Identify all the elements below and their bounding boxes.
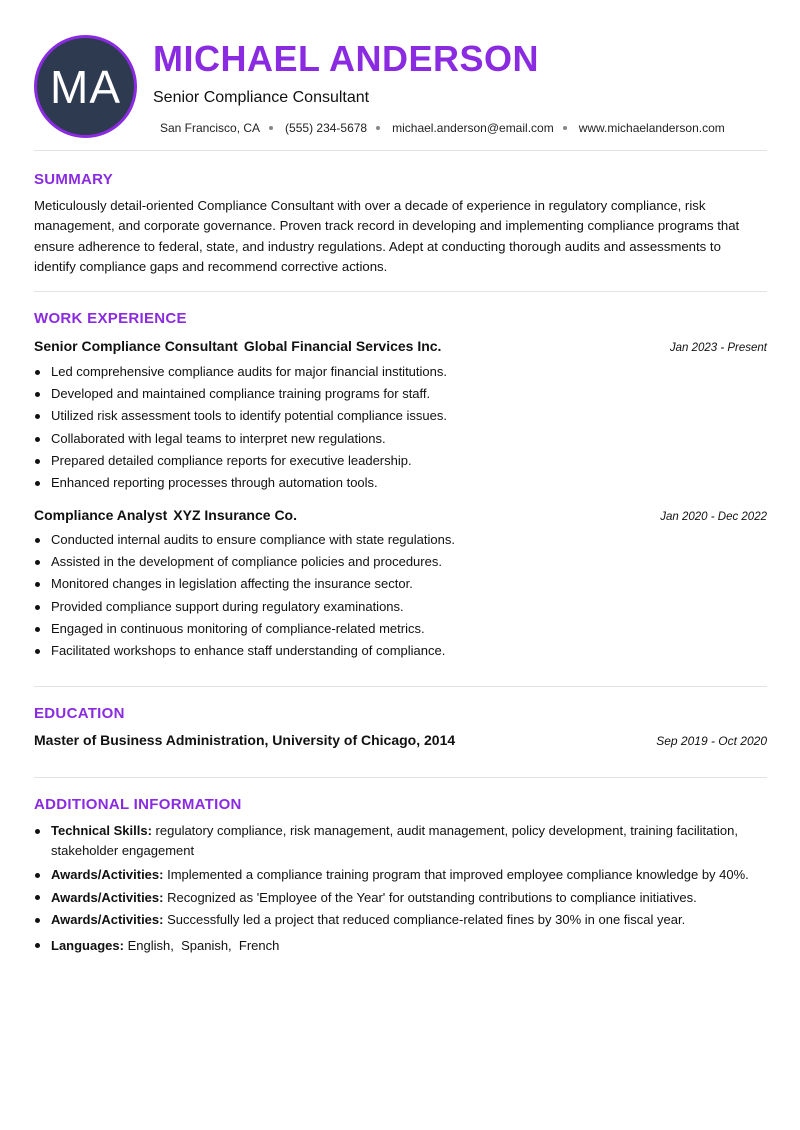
divider xyxy=(34,777,767,778)
additional-heading: ADDITIONAL INFORMATION xyxy=(34,796,242,813)
list-item xyxy=(51,821,771,860)
job-title-line xyxy=(34,507,297,523)
language: French xyxy=(238,937,280,953)
language: Spanish, xyxy=(181,937,232,953)
list-item: Enhanced reporting processes through automation tools. xyxy=(51,472,447,494)
experience-heading: WORK EXPERIENCE xyxy=(34,310,187,327)
candidate-title: Senior Compliance Consultant xyxy=(153,89,370,106)
job-role: Compliance Analyst xyxy=(34,507,168,523)
education-degree: Master of Business Administration, University of Chicago, 2014 xyxy=(34,732,456,748)
education-dates: Sep 2019 - Oct 2020 xyxy=(656,734,767,748)
list-item xyxy=(51,936,771,956)
list-item: Conducted internal audits to ensure compliance with state regulations. xyxy=(51,529,455,551)
divider xyxy=(34,150,767,151)
contact-website[interactable]: www.michaelanderson.com xyxy=(578,121,725,135)
list-item: Monitored changes in legislation affecting the insurance sector. xyxy=(51,573,455,595)
item-text: Implemented a compliance training program that improved employee compliance knowledge by 40%. xyxy=(167,867,749,882)
job-role: Senior Compliance Consultant xyxy=(34,338,238,354)
additional-list xyxy=(51,821,771,955)
job-header xyxy=(34,338,767,354)
item-label: Awards/Activities: xyxy=(51,912,164,927)
list-item: Utilized risk assessment tools to identify potential compliance issues. xyxy=(51,405,447,427)
contact-email[interactable]: michael.anderson@email.com xyxy=(392,121,554,135)
divider xyxy=(34,291,767,292)
list-item: Engaged in continuous monitoring of compliance-related metrics. xyxy=(51,618,455,640)
item-label: Awards/Activities: xyxy=(51,889,164,905)
summary-text: Meticulously detail-oriented Compliance Consultant with over a decade of experience in regulatory compliance, risk management, and corporate governance. Proven track record in developing and implementing compliance programs that ensure adherence to federal, state, and industry regulations. Adept at conducting thorough audits and assessments to identify compliance gaps and recommend corrective actions. xyxy=(34,198,740,274)
list-item xyxy=(51,888,771,908)
separator-dot xyxy=(269,126,273,130)
contact-location: San Francisco, CA xyxy=(160,121,261,135)
job-dates: Jan 2020 - Dec 2022 xyxy=(660,511,767,523)
separator-dot xyxy=(376,126,380,130)
job-bullets xyxy=(51,361,447,494)
list-item xyxy=(51,910,771,930)
list-item: Led comprehensive compliance audits for major financial institutions. xyxy=(51,361,447,383)
list-item xyxy=(51,865,771,885)
summary-heading: SUMMARY xyxy=(34,171,114,188)
candidate-name: MICHAEL ANDERSON xyxy=(153,38,540,79)
list-item: Assisted in the development of compliance policies and procedures. xyxy=(51,551,455,573)
education-heading: EDUCATION xyxy=(34,705,125,722)
divider xyxy=(34,686,767,687)
job-dates: Jan 2023 - Present xyxy=(669,342,767,354)
item-text: Successfully led a project that reduced compliance-related fines by 30% in one fiscal year. xyxy=(167,912,686,927)
contact-phone: (555) 234-5678 xyxy=(285,121,368,135)
item-text: regulatory compliance, risk management, audit management, policy development, training facilitation, stakeholder engagement xyxy=(51,823,738,858)
list-item: Developed and maintained compliance training programs for staff. xyxy=(51,383,447,405)
list-item: Prepared detailed compliance reports for executive leadership. xyxy=(51,450,447,472)
avatar xyxy=(34,35,137,138)
item-label: Languages: xyxy=(51,937,124,953)
item-label: Awards/Activities: xyxy=(51,867,164,882)
separator-dot xyxy=(563,126,567,130)
item-text: Recognized as 'Employee of the Year' for outstanding contributions to compliance initiatives. xyxy=(167,889,697,905)
contact-bar xyxy=(160,121,725,135)
language: English, xyxy=(127,937,174,953)
list-item: Facilitated workshops to enhance staff understanding of compliance. xyxy=(51,640,455,662)
avatar-initials: MA xyxy=(50,60,121,113)
job-bullets xyxy=(51,529,455,662)
education-entry xyxy=(34,732,767,748)
job-company: Global Financial Services Inc. xyxy=(243,338,442,354)
job-company: XYZ Insurance Co. xyxy=(173,507,297,523)
job-header xyxy=(34,507,767,523)
list-item: Provided compliance support during regulatory examinations. xyxy=(51,596,455,618)
list-item: Collaborated with legal teams to interpret new regulations. xyxy=(51,428,447,450)
job-title-line xyxy=(34,338,441,354)
item-label: Technical Skills: xyxy=(51,823,152,838)
